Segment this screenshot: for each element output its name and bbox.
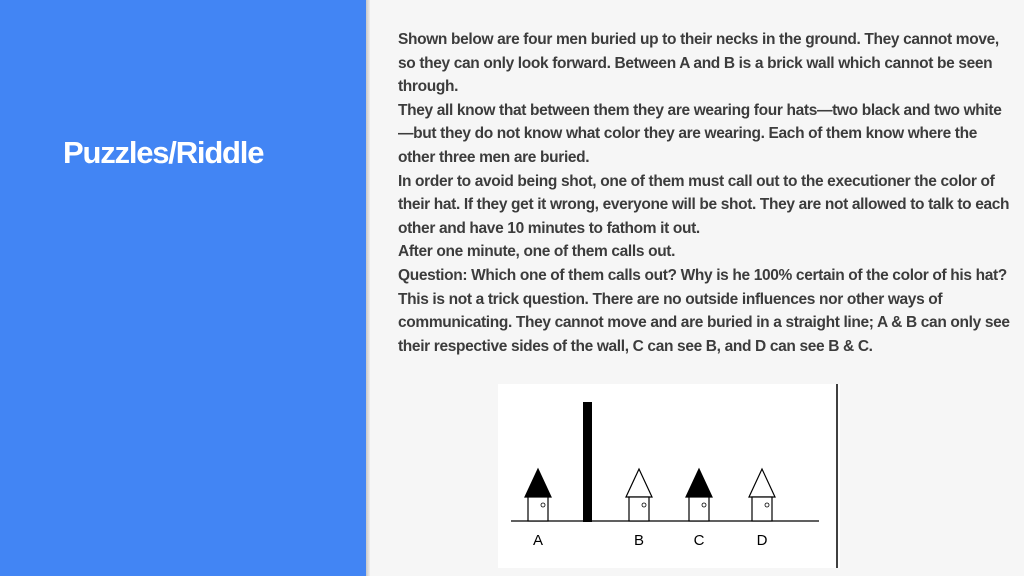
hat-b	[626, 469, 652, 497]
label-a: A	[532, 532, 544, 549]
title-panel	[0, 0, 366, 576]
hat-a	[525, 469, 551, 497]
slide-title: Puzzles/Riddle	[63, 135, 264, 170]
head-b	[629, 497, 649, 521]
brick-wall	[583, 402, 592, 522]
man-b	[626, 469, 652, 549]
paragraph-event: After one minute, one of them calls out.	[398, 243, 676, 261]
riddle-illustration	[498, 384, 840, 568]
eye-d	[765, 503, 769, 507]
man-d	[749, 469, 775, 549]
head-d	[752, 497, 772, 521]
paragraph-rules: In order to avoid being shot, one of them must call out to the executioner the color of their hat. If they get it wrong, everyone will be shot. They are not allowed to talk to each other and have 10 minutes to fathom it out.	[398, 172, 1010, 237]
man-c	[686, 469, 712, 549]
label-b: B	[633, 532, 645, 549]
head-c	[689, 497, 709, 521]
label-c: C	[693, 532, 705, 549]
paragraph-clarification: This is not a trick question. There are no outside influences nor other ways of communicating. They cannot move and are buried in a straight line; A & B can only see their respective sides of the wall, C can see B, and D can see B & C.	[398, 290, 1010, 355]
eye-c	[702, 503, 706, 507]
hat-d	[749, 469, 775, 497]
men-diagram-svg	[498, 384, 840, 568]
eye-b	[642, 503, 646, 507]
eye-a	[541, 503, 545, 507]
panel-divider	[366, 0, 370, 576]
riddle-text	[398, 28, 1010, 358]
paragraph-intro: Shown below are four men buried up to their necks in the ground. They cannot move, so they can only look forward. Between A and B is a brick wall which cannot be seen through.	[398, 31, 999, 96]
label-d: D	[756, 532, 768, 549]
hat-c	[686, 469, 712, 497]
paragraph-question: Question: Which one of them calls out? Why is he 100% certain of the color of his hat?	[398, 266, 1007, 284]
man-a	[525, 469, 551, 549]
paragraph-hats: They all know that between them they are wearing four hats—two black and two white—but they do not know what color they are wearing. Each of them know where the other three men are buried.	[398, 101, 1002, 166]
head-a	[528, 497, 548, 521]
